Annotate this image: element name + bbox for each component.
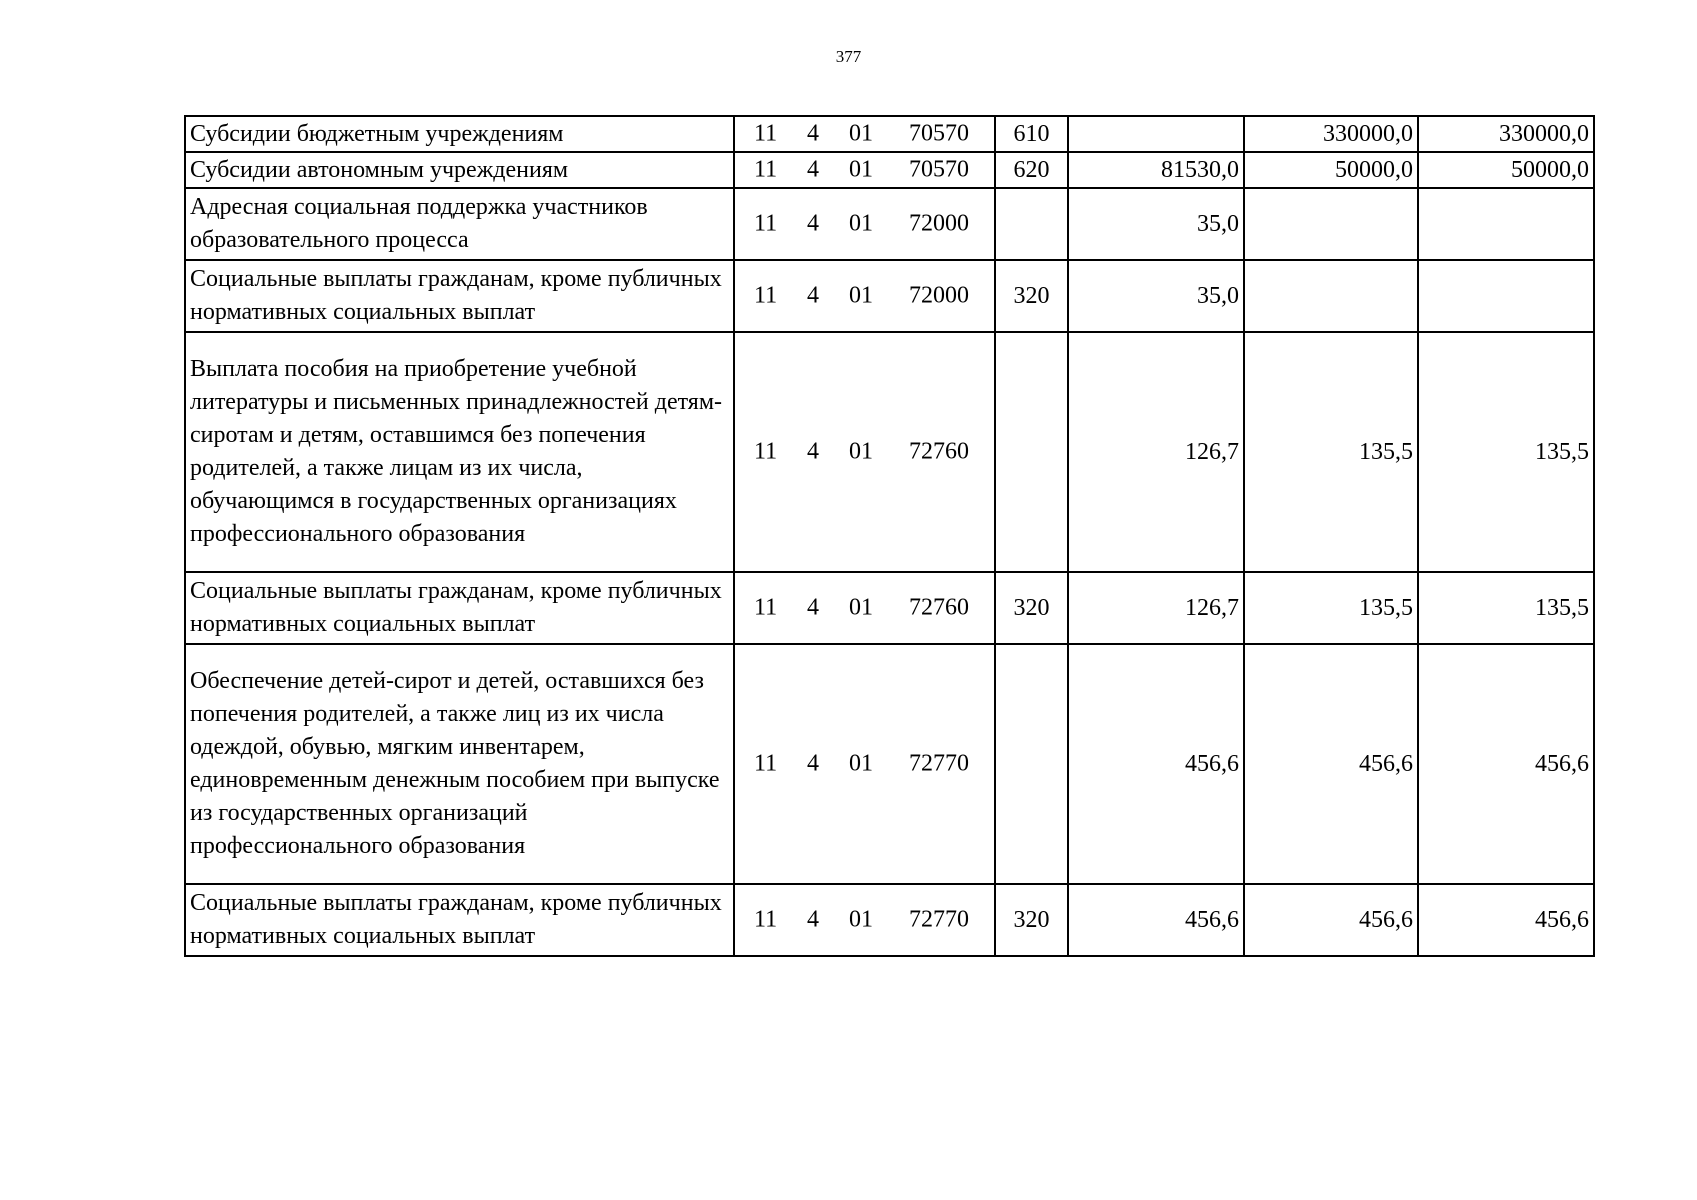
code-cell	[734, 884, 995, 956]
code-cell	[734, 260, 995, 332]
section-code: 11	[754, 210, 778, 237]
value-2: 330000,0	[1323, 120, 1413, 147]
value-3-cell	[1418, 644, 1594, 884]
expense-type-cell	[995, 644, 1068, 884]
program-code: 4	[807, 282, 819, 309]
value-1-cell	[1068, 152, 1244, 188]
expense-type: 320	[1013, 282, 1050, 309]
subprogram-code: 01	[849, 210, 873, 237]
row-name: Адресная социальная поддержка участников образовательного процесса	[190, 194, 648, 253]
table-row	[185, 260, 1594, 332]
value-1-cell	[1068, 260, 1244, 332]
section-code: 11	[754, 750, 778, 777]
value-2: 50000,0	[1335, 156, 1413, 183]
table-row	[185, 116, 1594, 152]
value-1-cell	[1068, 188, 1244, 260]
program-code: 4	[807, 210, 819, 237]
subprogram-code: 01	[849, 438, 873, 465]
value-1-cell	[1068, 884, 1244, 956]
subprogram-code: 01	[849, 120, 873, 147]
code-cell	[734, 116, 995, 152]
program-code: 4	[807, 594, 819, 621]
expense-type-cell	[995, 260, 1068, 332]
direction-code: 72770	[909, 906, 969, 933]
value-3: 135,5	[1535, 438, 1589, 465]
row-name: Социальные выплаты гражданам, кроме публичных нормативных социальных выплат	[190, 578, 722, 637]
direction-code: 72760	[909, 438, 969, 465]
value-2: 456,6	[1359, 750, 1413, 777]
value-1-cell	[1068, 644, 1244, 884]
subprogram-code: 01	[849, 750, 873, 777]
value-2: 135,5	[1359, 594, 1413, 621]
value-2-cell	[1244, 572, 1418, 644]
row-name-cell	[185, 332, 734, 572]
subprogram-code: 01	[849, 282, 873, 309]
table-row	[185, 644, 1594, 884]
expense-type-cell	[995, 884, 1068, 956]
table-row	[185, 572, 1594, 644]
value-1: 456,6	[1185, 906, 1239, 933]
table-row	[185, 188, 1594, 260]
expense-type: 320	[1013, 594, 1050, 621]
table-row	[185, 332, 1594, 572]
table-row	[185, 152, 1594, 188]
program-code: 4	[807, 906, 819, 933]
expense-type-cell	[995, 572, 1068, 644]
table-body	[185, 116, 1594, 956]
value-3: 330000,0	[1499, 120, 1589, 147]
row-name-cell	[185, 644, 734, 884]
value-2: 456,6	[1359, 906, 1413, 933]
section-code: 11	[754, 282, 778, 309]
expense-type-cell	[995, 332, 1068, 572]
direction-code: 70570	[909, 156, 969, 183]
value-2-cell	[1244, 260, 1418, 332]
code-cell	[734, 188, 995, 260]
value-3: 456,6	[1535, 750, 1589, 777]
section-code: 11	[754, 594, 778, 621]
value-3-cell	[1418, 152, 1594, 188]
value-1: 35,0	[1197, 282, 1239, 309]
value-2-cell	[1244, 116, 1418, 152]
expense-type-cell	[995, 152, 1068, 188]
row-name-cell	[185, 152, 734, 188]
direction-code: 72000	[909, 282, 969, 309]
program-code: 4	[807, 156, 819, 183]
subprogram-code: 01	[849, 906, 873, 933]
value-1: 126,7	[1185, 594, 1239, 621]
row-name-cell	[185, 188, 734, 260]
subprogram-code: 01	[849, 156, 873, 183]
direction-code: 72770	[909, 750, 969, 777]
value-2-cell	[1244, 332, 1418, 572]
row-name-cell	[185, 884, 734, 956]
value-2-cell	[1244, 152, 1418, 188]
row-name: Выплата пособия на приобретение учебной литературы и письменных принадлежностей детям-сиротам и детям, оставшимся без попечения родителей, а также лицам из их числа, обучающимся в государственных организациях профессионального образования	[190, 356, 723, 547]
code-cell	[734, 152, 995, 188]
section-code: 11	[754, 906, 778, 933]
budget-table	[184, 115, 1595, 957]
value-3-cell	[1418, 260, 1594, 332]
value-2: 135,5	[1359, 438, 1413, 465]
direction-code: 72000	[909, 210, 969, 237]
row-name: Субсидии бюджетным учреждениям	[190, 120, 564, 147]
expense-type-cell	[995, 188, 1068, 260]
expense-type: 620	[1013, 156, 1050, 183]
row-name: Социальные выплаты гражданам, кроме публичных нормативных социальных выплат	[190, 266, 722, 325]
value-3-cell	[1418, 332, 1594, 572]
expense-type-cell	[995, 116, 1068, 152]
program-code: 4	[807, 438, 819, 465]
value-1: 126,7	[1185, 438, 1239, 465]
page-number: 377	[835, 47, 862, 66]
subprogram-code: 01	[849, 594, 873, 621]
direction-code: 70570	[909, 120, 969, 147]
value-1: 81530,0	[1161, 156, 1239, 183]
row-name-cell	[185, 260, 734, 332]
value-2-cell	[1244, 884, 1418, 956]
row-name: Субсидии автономным учреждениям	[190, 156, 569, 183]
value-3: 50000,0	[1511, 156, 1589, 183]
value-1-cell	[1068, 116, 1244, 152]
row-name-cell	[185, 116, 734, 152]
value-3-cell	[1418, 572, 1594, 644]
row-name: Социальные выплаты гражданам, кроме публичных нормативных социальных выплат	[190, 890, 722, 949]
value-1: 456,6	[1185, 750, 1239, 777]
value-1-cell	[1068, 332, 1244, 572]
value-3-cell	[1418, 884, 1594, 956]
expense-type: 610	[1013, 120, 1050, 147]
section-code: 11	[754, 438, 778, 465]
direction-code: 72760	[909, 594, 969, 621]
value-1: 35,0	[1197, 210, 1239, 237]
value-1-cell	[1068, 572, 1244, 644]
value-3-cell	[1418, 188, 1594, 260]
code-cell	[734, 572, 995, 644]
row-name-cell	[185, 572, 734, 644]
value-2-cell	[1244, 644, 1418, 884]
value-3: 135,5	[1535, 594, 1589, 621]
table-row	[185, 884, 1594, 956]
code-cell	[734, 644, 995, 884]
code-cell	[734, 332, 995, 572]
program-code: 4	[807, 750, 819, 777]
section-code: 11	[754, 120, 778, 147]
row-name: Обеспечение детей-сирот и детей, оставшихся без попечения родителей, а также лиц из их числа одеждой, обувью, мягким инвентарем, единовременным денежным пособием при выпуске из государственных организаций профессионального образования	[190, 668, 720, 859]
expense-type: 320	[1013, 906, 1050, 933]
value-3: 456,6	[1535, 906, 1589, 933]
value-2-cell	[1244, 188, 1418, 260]
value-3-cell	[1418, 116, 1594, 152]
section-code: 11	[754, 156, 778, 183]
program-code: 4	[807, 120, 819, 147]
